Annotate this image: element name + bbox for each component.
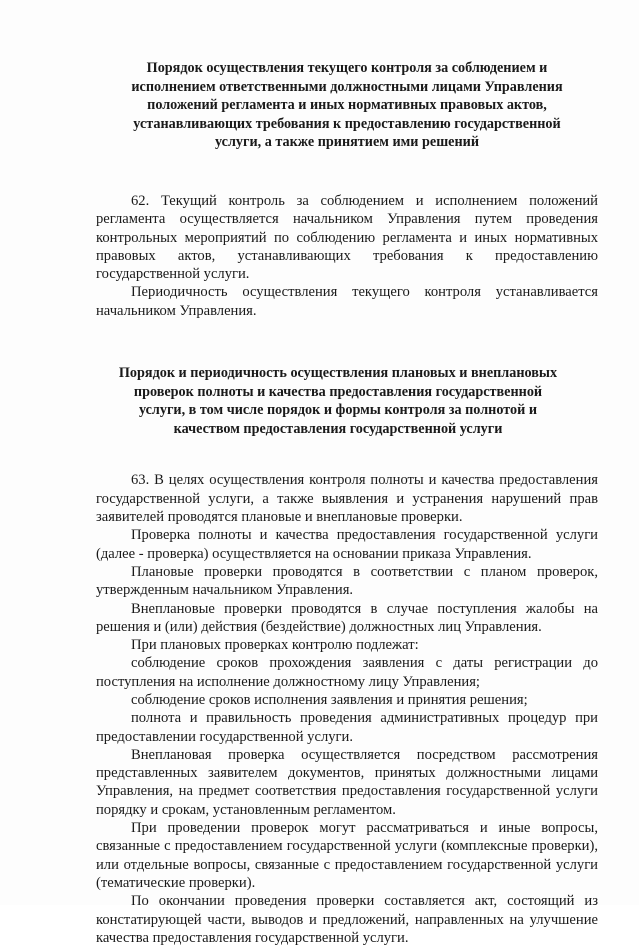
paragraph-62: 62. Текущий контроль за соблюдением и исполнением положений регламента осуществляется начальником Управления путем проведения контрольных мероприятий по соблюдению регламента и иных нормативных правовых актов, устанавливающих требования к предоставлению государственной услуги. — [96, 192, 598, 283]
document-content — [96, 59, 598, 947]
paragraph-deadline-execution: соблюдение сроков исполнения заявления и принятия решения; — [131, 691, 528, 708]
section-heading-current-control: Порядок осуществления текущего контроля за соблюдением и исполнением ответственными должностными лицами Управления положений регламента и иных нормативных правовых актов, устанавливающих требования к предоставлению государственной услуги, а также принятием ими решений — [131, 60, 563, 151]
paragraph-periodicity: Периодичность осуществления текущего контроля устанавливается начальником Управления. — [96, 284, 598, 319]
paragraph-63: 63. В целях осуществления контроля полноты и качества предоставления государственной услуги, а также выявления и устранения нарушений прав заявителей проводятся плановые и внеплановые проверки. — [96, 472, 598, 526]
section-62 — [96, 192, 598, 320]
paragraph-other-questions: При проведении проверок могут рассматриваться и иные вопросы, связанные с предоставлением государственной услуги (комплексные проверки), или отдельные вопросы, связанные с предоставлением государственной услуги (тематические проверки). — [96, 820, 598, 891]
section-heading-inspections: Порядок и периодичность осуществления плановых и внеплановых проверок полноты и качества предоставления государственной услуги, в том числе порядок и формы контроля за полнотой и качеством предоставления государственной услуги — [118, 365, 558, 437]
paragraph-unplanned-method: Внеплановая проверка осуществляется посредством рассмотрения представленных заявителем документов, принятых должностными лицами Управления, на предмет соответствия предоставления государственной услуги порядку и срокам, установленным регламентом. — [96, 746, 598, 818]
section-63 — [96, 471, 598, 947]
paragraph-procedures-correctness: полнота и правильность проведения административных процедур при предоставлении государственной услуги. — [96, 710, 598, 745]
paragraph-unplanned-inspections: Внеплановые проверки проводятся в случае поступления жалобы на решения и (или) действия (бездействие) должностных лиц Управления. — [96, 600, 598, 635]
paragraph-planned-inspections: Плановые проверки проводятся в соответствии с планом проверок, утвержденным начальником Управления. — [96, 563, 598, 599]
paragraph-inspection-basis: Проверка полноты и качества предоставления государственной услуги (далее - проверка) осуществляется на основании приказа Управления. — [96, 527, 598, 562]
paragraph-deadline-registration: соблюдение сроков прохождения заявления с даты регистрации до поступления на исполнение должностному лицу Управления; — [96, 655, 598, 690]
paragraph-inspection-act: По окончании проведения проверки составляется акт, состоящий из констатирующей части, выводов и предложений, направленных на улучшение качества предоставления государственной услуги. — [96, 893, 598, 946]
paragraph-subject-to-control: При плановых проверках контролю подлежат: — [131, 637, 419, 654]
